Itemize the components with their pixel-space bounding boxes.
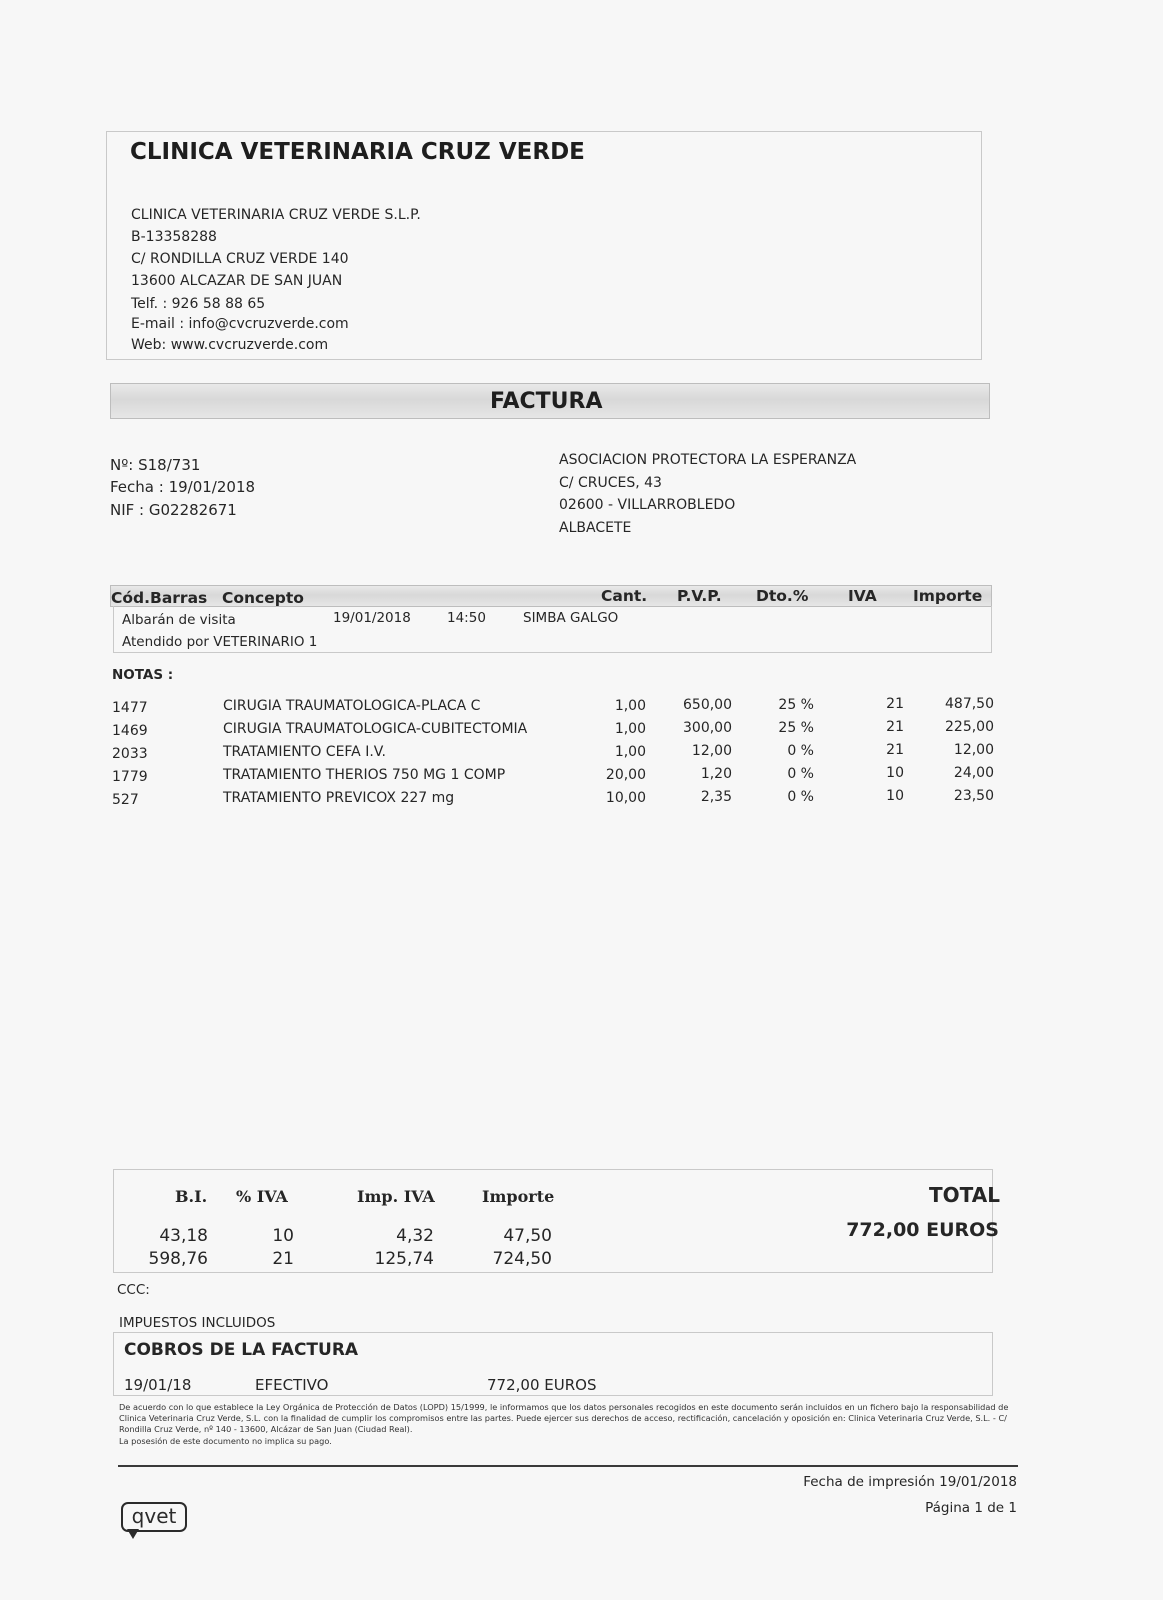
line-vat: 21 — [886, 719, 904, 735]
line-price: 650,00 — [683, 697, 732, 713]
payment-amount: 772,00 EUROS — [487, 1376, 597, 1394]
customer-province: ALBACETE — [559, 520, 632, 536]
visit-time: 14:50 — [447, 610, 486, 626]
header-qty: Cant. — [601, 587, 648, 605]
tax-header-pct: % IVA — [236, 1187, 288, 1206]
clinic-phone: Telf. : 926 58 88 65 — [131, 296, 266, 312]
line-discount: 0 % — [787, 743, 814, 759]
footer-rule — [118, 1465, 1018, 1467]
payment-date: 19/01/18 — [124, 1376, 192, 1394]
tax-header-tax: Imp. IVA — [357, 1187, 435, 1206]
tax-amount-vat: 4,32 — [396, 1226, 434, 1246]
line-discount: 25 % — [778, 720, 814, 736]
line-vat: 21 — [886, 742, 904, 758]
clinic-web: Web: www.cvcruzverde.com — [131, 337, 329, 353]
header-price: P.V.P. — [677, 587, 722, 605]
line-concept: CIRUGIA TRAUMATOLOGICA-PLACA C — [223, 698, 481, 714]
line-concept: TRATAMIENTO CEFA I.V. — [223, 744, 387, 760]
visit-date: 19/01/2018 — [333, 610, 411, 626]
line-code: 1469 — [112, 723, 148, 739]
line-qty: 1,00 — [614, 744, 646, 760]
header-amount: Importe — [913, 587, 983, 605]
total-label: TOTAL — [929, 1183, 1000, 1207]
tax-total: 724,50 — [492, 1249, 552, 1269]
tax-base: 598,76 — [148, 1249, 208, 1269]
line-amount: 487,50 — [945, 696, 994, 712]
clinic-cif: B-13358288 — [131, 229, 217, 245]
line-vat: 21 — [886, 696, 904, 712]
line-qty: 1,00 — [614, 721, 646, 737]
tax-header-base: B.I. — [175, 1187, 208, 1206]
tax-pct: 21 — [272, 1249, 294, 1269]
clinic-email: E-mail : info@cvcruzverde.com — [131, 316, 349, 332]
clinic-address: C/ RONDILLA CRUZ VERDE 140 — [131, 251, 349, 267]
invoice-date: Fecha : 19/01/2018 — [110, 478, 256, 496]
line-concept: TRATAMIENTO PREVICOX 227 mg — [223, 790, 455, 806]
line-discount: 0 % — [787, 766, 814, 782]
line-code: 527 — [112, 792, 139, 808]
customer-address: C/ CRUCES, 43 — [559, 475, 662, 491]
document-title: FACTURA — [490, 389, 603, 414]
header-code: Cód.Barras — [111, 589, 208, 607]
header-discount: Dto.% — [756, 587, 809, 605]
visit-attended: Atendido por VETERINARIO 1 — [122, 634, 318, 650]
line-code: 1779 — [112, 769, 148, 785]
legal-text: De acuerdo con lo que establece la Ley Orgánica de Protección de Datos (LOPD) 15/1999, le informamos que los datos personales recogidos en este documento serán incluidos en un fichero bajo la responsabilidad de Clinica Veterinaria Cruz Verde, S.L. con la finalidad de cumplir los compromisos entre las partes. Puede ejercer sus derechos de acceso, rectificación, cancelación y oposición en: Clinica Veterinaria Cruz Verde, S.L. - C/ Rondilla Cruz Verde, nº 140 - 13600, Alcázar de San Juan (Ciudad Real). — [119, 1402, 1009, 1435]
legal-text-2: La posesión de este documento no implica su pago. — [119, 1435, 332, 1446]
line-code: 2033 — [112, 746, 148, 762]
customer-city: 02600 - VILLARROBLEDO — [559, 497, 736, 513]
line-price: 2,35 — [700, 789, 732, 805]
clinic-legal-name: CLINICA VETERINARIA CRUZ VERDE S.L.P. — [131, 207, 421, 223]
logo-speech-tail-icon — [127, 1529, 139, 1539]
clinic-heading: CLINICA VETERINARIA CRUZ VERDE — [130, 139, 585, 165]
legal-notice — [119, 1402, 1019, 1447]
line-qty: 1,00 — [614, 698, 646, 714]
qvet-logo: qvet — [121, 1502, 187, 1532]
visit-patient: SIMBA GALGO — [523, 610, 619, 626]
tax-amount-vat: 125,74 — [374, 1249, 434, 1269]
payment-method: EFECTIVO — [255, 1376, 329, 1394]
page-number: Página 1 de 1 — [925, 1500, 1017, 1516]
line-code: 1477 — [112, 700, 148, 716]
total-value: 772,00 EUROS — [846, 1219, 999, 1241]
line-amount: 24,00 — [953, 765, 994, 781]
line-discount: 0 % — [787, 789, 814, 805]
customer-name: ASOCIACION PROTECTORA LA ESPERANZA — [559, 452, 857, 468]
visit-label: Albarán de visita — [122, 612, 236, 628]
line-qty: 20,00 — [605, 767, 646, 783]
clinic-city: 13600 ALCAZAR DE SAN JUAN — [131, 273, 343, 289]
line-price: 12,00 — [691, 743, 732, 759]
line-amount: 12,00 — [953, 742, 994, 758]
header-concept: Concepto — [222, 589, 304, 607]
tax-header-amount: Importe — [482, 1187, 555, 1206]
print-date: Fecha de impresión 19/01/2018 — [803, 1474, 1017, 1490]
invoice-nif: NIF : G02282671 — [110, 501, 237, 519]
line-vat: 10 — [886, 765, 904, 781]
line-amount: 23,50 — [953, 788, 994, 804]
payments-title: COBROS DE LA FACTURA — [124, 1340, 359, 1360]
tax-base: 43,18 — [159, 1226, 208, 1246]
line-qty: 10,00 — [605, 790, 646, 806]
taxes-included: IMPUESTOS INCLUIDOS — [119, 1315, 276, 1331]
line-concept: TRATAMIENTO THERIOS 750 MG 1 COMP — [223, 767, 506, 783]
line-price: 300,00 — [683, 720, 732, 736]
ccc-label: CCC: — [117, 1282, 150, 1298]
notes-label: NOTAS : — [112, 667, 174, 683]
tax-pct: 10 — [272, 1226, 294, 1246]
line-amount: 225,00 — [945, 719, 994, 735]
line-vat: 10 — [886, 788, 904, 804]
invoice-number: Nº: S18/731 — [110, 456, 201, 474]
line-concept: CIRUGIA TRAUMATOLOGICA-CUBITECTOMIA — [223, 721, 528, 737]
line-price: 1,20 — [700, 766, 732, 782]
tax-total: 47,50 — [503, 1226, 552, 1246]
line-discount: 25 % — [778, 697, 814, 713]
header-vat: IVA — [848, 587, 877, 605]
